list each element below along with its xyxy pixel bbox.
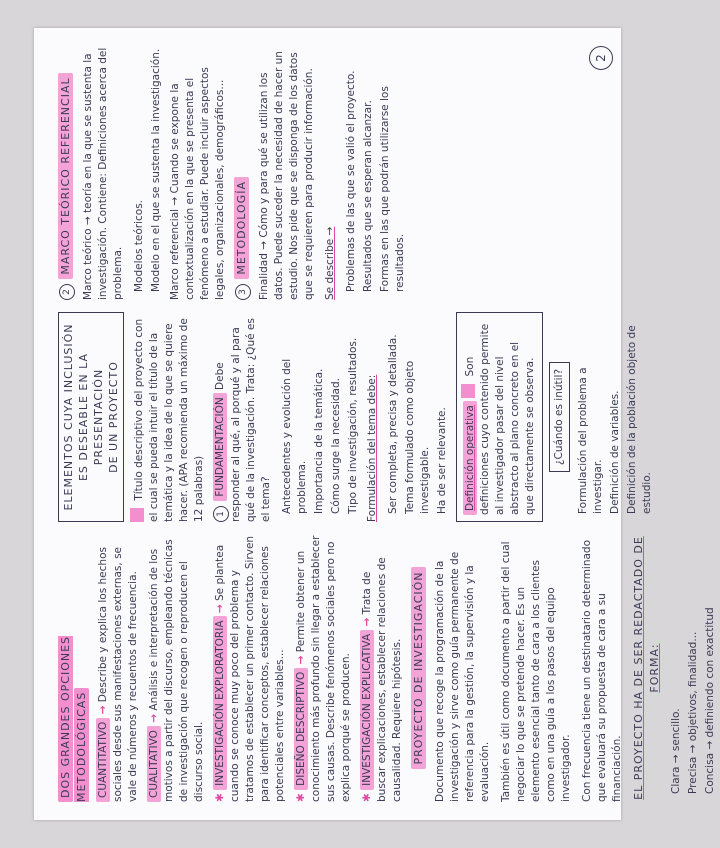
forma-item: Clara → sencillo. <box>670 708 682 794</box>
cuantitativo-label: CUANTITATIVO <box>96 718 110 802</box>
page-number: 2 <box>589 46 613 70</box>
definicion-box <box>456 312 543 522</box>
column-right <box>52 38 410 300</box>
frecuencia-text: Con frecuencia tiene un destinatario determinado que evaluará su propuesta de cara a su financiación. <box>581 539 623 802</box>
exploratoria-label: INVESTIGACIÓN EXPLORATORIA <box>213 616 227 789</box>
fund-item: Importancia de la temática. <box>313 368 325 514</box>
fundamentacion-label: FUNDAMENTACIÓN <box>213 393 227 500</box>
heading-opciones-metodologicas: DOS GRANDES OPCIONES METODOLÓGICAS <box>59 635 88 802</box>
heading-marco-teorico: MARCO TEÓRICO REFERENCIAL <box>58 73 73 278</box>
pink-arrow-icon <box>461 384 475 398</box>
inutil-item: Formulación del problema a investigar. <box>577 367 604 514</box>
cuantitativo-text: Describe y explica los hechos sociales desde sus manifestaciones externas, se vale de números y recuentos de frecuencia. <box>97 546 139 802</box>
cualitativo-block <box>147 534 207 802</box>
metodologia-text: Finalidad → Cómo y para qué se utilizan los datos. Puede suceder la necesidad de hacer un estudio. Nos pide que se disponga de los datos que se requieren para producir información. <box>258 51 315 300</box>
cuantitativo-block <box>96 534 141 802</box>
arrow-icon: → <box>361 617 373 627</box>
notebook-page <box>34 28 716 820</box>
column-middle <box>52 312 657 522</box>
explicativa-text: Trata de buscar explicaciones, establecer relaciones de causalidad. Requiere hipótesis. <box>361 557 403 802</box>
definicion-text: Son definiciones cuyo contenido permite al investigador pasar del nivel abstracto al plano concreto en el que directamente se observa. <box>464 323 536 515</box>
descriptivo-block <box>294 534 354 802</box>
tambien-text: También es útil como documento a partir del cual negociar lo que se pretende hacer. Es un elemento esencial tanto de cara a los clientes como en una guía a los pasos del equipo investigador. <box>500 541 572 802</box>
fund-item: Tipo de investigación, resultados. <box>347 337 359 514</box>
rotated-notes <box>34 28 716 820</box>
column-left <box>52 534 720 802</box>
arrow-icon: → <box>148 713 160 723</box>
explicativa-block <box>360 534 405 802</box>
descriptivo-text: Permite obtener un conocimiento más profundo sin llegar a establecer sus causas. Describe fenómenos sociales pero no explica porqué se producen. <box>295 535 352 802</box>
describe-item: Problemas de las que se valió el proyecto. <box>345 70 357 292</box>
fund-item: Antecedentes y evolución del problema. <box>281 358 308 514</box>
formulacion-item: Tema formulado como objeto investigable. <box>404 360 431 514</box>
heading-metodologia: METODOLOGÍA <box>234 177 249 279</box>
fundamentacion-block <box>213 312 274 522</box>
inutil-item: Definición de la población objeto de estudio. <box>626 325 653 514</box>
exploratoria-block <box>213 534 288 802</box>
arrow-icon: → <box>97 705 109 715</box>
arrow-icon: → <box>295 655 307 665</box>
exploratoria-text: Se plantea cuando se conoce muy poco del problema y tratamos de establecer un primer contacto. Sirven para identificar conceptos, establecer relaciones potenciales entre variables... <box>214 535 286 802</box>
marco-text: Marco teórico → teoría en la que se sustenta la investigación. Contiene: Definiciones acerca del problema. <box>82 47 124 300</box>
pink-arrow-icon <box>130 508 144 522</box>
titulo-block <box>130 312 207 522</box>
cualitativo-text: Análisis e interpretación de los motivos a partir del discurso, empleando técnicas de investigación que recogen o reproducen el discurso social. <box>148 539 205 802</box>
definicion-label: Definición operativa <box>463 401 477 515</box>
heading-proyecto: PROYECTO DE INVESTIGACIÓN <box>411 567 426 768</box>
describe-label: Se describe → <box>324 226 336 300</box>
formulacion-item: Ha de ser relevante. <box>436 407 448 514</box>
proyecto-text: Documento que recoge la programación de la investigación y sirve como guía permanente de referencia para la gestión, la supervisión y la evaluación. <box>434 551 491 802</box>
descriptivo-label: DISEÑO DESCRIPTIVO <box>294 668 308 790</box>
marco-item: Modelos teóricos. <box>133 200 145 292</box>
heading-elementos-line: ES DESEABLE EN LA PRESENTACIÓN <box>77 353 105 482</box>
fund-item: Cómo surge la necesidad. <box>330 378 342 514</box>
inutil-question: ¿Cuándo es inútil? <box>549 362 570 472</box>
number-badge: 3 <box>235 284 251 300</box>
heading-elementos-line: ELEMENTOS CUYA INCLUSIÓN <box>62 323 75 511</box>
heading-elementos-line: DE UN PROYECTO <box>107 361 120 473</box>
star-icon: ✱ <box>214 793 226 802</box>
star-icon: ✱ <box>295 793 307 802</box>
number-badge: 2 <box>59 284 75 300</box>
describe-item: Formas en las que podrán utilizarse los resultados. <box>379 86 406 292</box>
marco-referencial-text: Marco referencial → Cuando se expone la contextualización en la que se presenta el fenómeno a estudiar. Puede incluir aspectos legales, organizacionales, demográficos... <box>169 67 226 300</box>
heading-elementos-box <box>58 312 124 522</box>
cualitativo-label: CUALITATIVO <box>147 726 161 802</box>
forma-item: Concisa → definiendo con exactitud <box>704 607 716 794</box>
explicativa-label: INVESTIGACIÓN EXPLICATIVA <box>360 630 374 790</box>
heading-redactado: EL PROYECTO HA DE SER REDACTADO DE FORMA: <box>632 536 661 800</box>
formulacion-item: Ser completa, precisa y detallada. <box>387 334 399 514</box>
marco-item: Modelo en el que se sustenta la investigación. <box>150 48 162 292</box>
formulacion-heading: Formulación del tema debe: <box>366 374 378 522</box>
describe-item: Resultados que se esperan alcanzar. <box>362 100 374 292</box>
inutil-item: Definición de variables. <box>609 390 621 514</box>
star-icon: ✱ <box>361 793 373 802</box>
number-badge: 1 <box>213 506 229 522</box>
titulo-text: Título descriptivo del proyecto con el cual se pueda intuir el título de la temática y la idea de lo que se quiere hacer. (APA recomienda un máximo de 12 palabras) <box>133 318 205 522</box>
fundamentacion-text: Debe responder al qué, al porqué y al para qué de la investigación. Trata: ¿Qué es el tema? <box>214 318 272 522</box>
forma-item: Precisa → objetivos, finalidad... <box>687 631 699 794</box>
arrow-icon: → <box>214 604 226 614</box>
